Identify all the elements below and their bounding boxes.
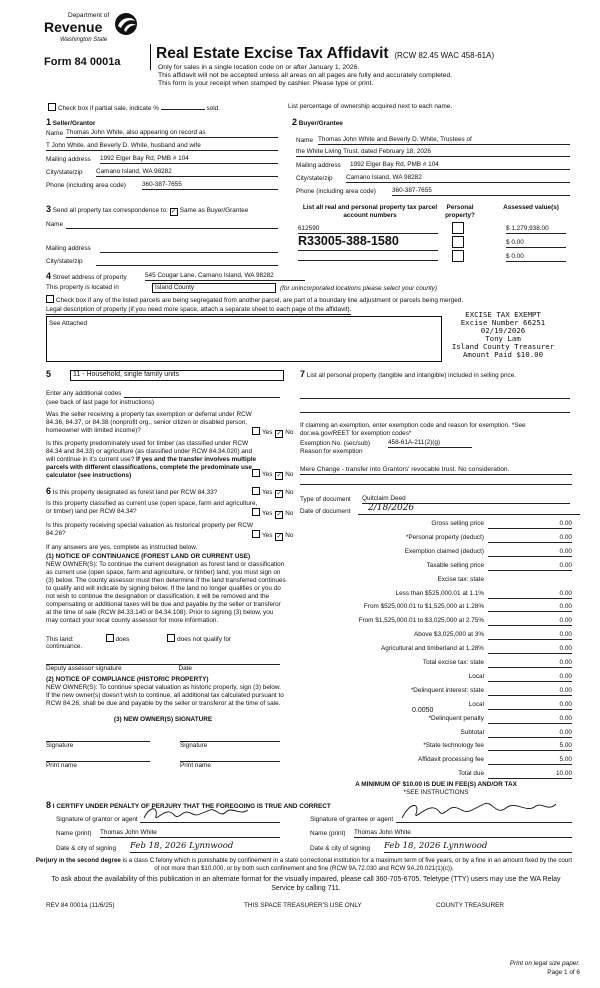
buyer-mailing[interactable]: 1992 Elger Bay Rd, PMB # 104 [350,161,570,170]
grantor-date-city[interactable]: Feb 18, 2026 Lynnwood [130,841,280,853]
new-owner-print-1[interactable]: Print name [46,761,150,770]
fee-label: Gross selling price [431,520,484,527]
fee-value[interactable]: 0.00 [488,617,572,626]
exemption-no-label: Exemption No. (sec/sub) [300,440,370,447]
seller-city[interactable]: Camano Island, WA 98282 [96,168,278,177]
fee-row [300,673,572,684]
corr-mailing-label: Mailing address [46,245,91,252]
fee-value[interactable]: 0.00 [488,520,572,529]
county-treasurer-label: COUNTY TREASURER [436,902,504,909]
exemption-reason[interactable]: Mere Change - transfer into Grantors' revocable trust. No consideration. [300,466,572,475]
historic-yes-checkbox[interactable] [252,530,260,538]
county-select[interactable]: Island County [152,283,276,293]
exemption-reason-line2[interactable] [300,482,572,485]
does-checkbox[interactable] [106,634,114,642]
fee-row [300,520,572,531]
grantee-signature[interactable] [396,812,572,823]
fee-value[interactable]: 0.00 [488,562,572,571]
personal-property-checkbox-3[interactable] [452,250,464,262]
grantor-date-label: Date & city of signing [56,845,117,852]
header-note-2: This affidavit will not be accepted unless all areas on all pages are fully and accurately completed. [158,72,453,79]
perjury-notice: Perjury in the second degree is a class C felony which is punishable by confinement in a state correctional institution for a maximum term of five years, or by a fine in an amount fixed by the court of not more than $10,000, or by both such confinement and fine (RCW 9A.72.030 and RCW 9A.20.021(1)(c)). [35,857,573,872]
stamp-line-4: Tony Lam [485,333,521,343]
unincorporated-note: (for unincorporated locations please select your county) [280,285,438,292]
corr-name[interactable] [66,226,278,229]
same-as-buyer-checkbox[interactable]: ✓ [171,209,177,215]
form-title-row [156,44,494,63]
legal-description-box[interactable] [46,316,442,362]
segregated-row: Check box if any of the listed parcels are being segregated from another parcel, are part of a boundary line adjustment or parcels being merged. [46,295,463,305]
fee-row [300,742,572,753]
doc-type[interactable]: Quitclaim Deed [362,495,570,504]
historic-question: Is this property receiving special valuation as historical property per RCW 84.26? [46,522,254,537]
fee-row [300,603,572,614]
compliance-text: NEW OWNER(S): To continue special valuation as historic property, sign (3) below. If the new owner(s) doesn't wish to continue, all additional tax calculated pursuant to RCW 84.26, shall be due and payable by the seller or transferor at the time of sale. [46,684,284,707]
new-owner-signature-1[interactable]: Signature [46,741,150,750]
fee-row [300,548,572,559]
segregated-checkbox[interactable] [46,295,54,303]
fee-row [300,562,572,573]
page-number: Page 1 of 6 [547,969,580,976]
forest-yes-no: Yes ✓ No [252,487,293,498]
stamp-line-1: EXCISE TAX EXEMPT [465,310,541,319]
fee-value[interactable]: 0.00 [488,687,572,696]
correspondence-row: 3 Send all property tax correspondence to: ✓ Same as Buyer/Grantee [46,204,249,215]
fee-label: Agricultural and timberland at 1.28% [380,645,484,653]
fee-row [300,729,572,740]
seller-name-label: Name [46,130,64,137]
grantor-signature[interactable] [140,812,280,823]
fee-value[interactable]: 5.00 [488,756,572,765]
fee-label: Subtotal [460,728,484,736]
buyer-phone-label: Phone (including area code) [296,188,376,195]
header-note-3: This form is your receipt when stamped by cashier. Please type or print. [158,80,374,87]
form-title: Real Estate Excise Tax Affidavit [156,45,389,62]
fee-value[interactable]: 0.00 [488,659,572,668]
fee-label: Total due [458,770,484,778]
revision-label: REV 84 0001a (11/6/25) [46,902,115,909]
personal-property-checkbox-2[interactable] [452,236,464,248]
forest-question: 6 Is this property designated as forest land per RCW 84.33? [46,486,218,496]
located-in-label: This property is located in [46,284,119,291]
parcel-number-2[interactable]: R33005-388-1580 [298,234,438,251]
assessed-value-header: Assessed value(s) [503,204,559,211]
fee-row [300,534,572,545]
treasurer-use-label: THIS SPACE TREASURER'S USE ONLY [244,902,362,909]
fee-label: From $1,525,000.01 to $3,025,000 at 2.75% [358,617,484,625]
corr-city-label: City/state/zip [46,258,83,265]
additional-codes-input[interactable] [124,395,280,398]
fee-value[interactable]: 0.00 [488,534,572,543]
logo-state: Washington State [60,37,108,43]
fee-row [300,631,572,642]
fee-label: Local [468,700,484,708]
fee-label: Local [468,672,484,680]
personal-property-input-2[interactable] [300,410,570,413]
fee-row [300,645,572,656]
partial-sale-percent[interactable] [161,103,205,110]
seller-heading: 1 Seller/Grantor [46,117,96,127]
fee-row [300,576,572,587]
personal-property-header: Personal property? [445,204,475,219]
buyer-phone[interactable]: 360-387-7655 [392,187,570,196]
grantor-name-label: Name (print) [56,830,92,837]
fee-label: *Delinquent penalty [428,714,484,722]
exemption-claim-note: If claiming an exemption, enter exemption code and reason for exemption. *See dor.wa.gov/REET for exemption codes* [300,422,526,437]
grantee-signature-label: Signature of grantee or agent [310,816,394,823]
does-not-checkbox[interactable] [167,634,175,642]
exemption-number[interactable]: 458-61A-211(2)(g) [388,439,472,448]
stamp-line-5: Island County Treasurer [451,341,555,351]
buyer-heading: 2 Buyer/Grantee [292,117,343,127]
grantee-signature-scribble [396,800,572,822]
forest-no-checkbox[interactable]: ✓ [276,490,282,497]
fee-label: Taxable selling price [426,561,484,569]
accessibility-notice: To ask about the availability of this publication in an alternate format for the visually impaired, please call 360-705-6705. Teletype (TTY) users may use the WA Relay Service by calling 711. [51,876,561,892]
seller-city-label: City/state/zip [46,169,83,176]
additional-codes-label: Enter any additional codes [46,390,122,397]
form-number: Form 84 0001a [44,56,121,68]
fee-value[interactable]: 0.00 [488,673,572,682]
fee-label: Total excise tax: state [422,659,484,666]
treasurer-stamp [438,311,568,359]
continuance-text: NEW OWNER(S): To continue the current designation as forest land or classification as current use (open space, farm and agriculture, or timber) land, you must sign on (3) below. The county assessor must then determine if the land transferred continues to qualify and will indicate by signing below. If the land no longer qualifies or you do not wish to continue the designation or classification, it will be removed and the compensating or additional taxes will be due and payable by the seller or transferor at the time of sale (RCW 84.33.140 or 84.34.108). Prior to signing (3) below, you may contact your local county assessor for more information. [46,561,286,624]
fee-label: Less than $525,000.01 at 1.1% [395,589,484,597]
fee-row [300,701,572,712]
fee-value[interactable]: 0.00 [488,729,572,738]
corr-name-label: Name [46,221,64,228]
seller-mailing[interactable]: 1992 Elger Bay Rd, PMB # 104 [100,155,278,164]
see-instructions-note: *SEE INSTRUCTIONS [403,789,469,796]
revenue-swirl-icon [112,12,140,36]
if-yes-note: If any answers are yes, complete as instructed below. [46,544,198,551]
fee-label: Above $3,025,000 at 3% [414,631,484,639]
new-owner-signature-2[interactable]: Signature [180,741,280,750]
grantor-signature-scribble [140,806,280,822]
section5-heading: 5 [46,369,52,379]
ownership-note: List percentage of ownership acquired next to each name. [288,103,453,110]
minimum-due-note: A MINIMUM OF $10.00 IS DUE IN FEE(S) AND/OR TAX [355,781,517,788]
this-land-row: This land: does does not qualify for [46,636,232,643]
parcel-number-3[interactable] [298,258,438,261]
legal-description-label: Legal description of property (if you need more space, attach a separate sheet to each page of the affidavit). [46,306,352,313]
header-divider [150,44,151,70]
timber-yes-no: Yes ✓ No [252,469,293,480]
dor-logo [44,10,144,52]
see-back-note: (see back of last page for instructions) [46,399,154,406]
fee-value[interactable]: 0.00 [488,645,572,654]
reason-label: Reason for exemption [300,448,363,455]
assessed-value-3[interactable]: $ 0.00 [506,253,566,262]
legal-paper-note: Print on legal size paper. [509,960,580,967]
assessed-value-2[interactable]: $ 0.00 [506,239,566,248]
exemption-no-checkbox[interactable]: ✓ [276,430,282,437]
fee-value[interactable]: 0.00 [488,603,572,612]
stamp-line-2: Excise Number 66251 [460,317,546,327]
doc-date-label: Date of document [300,508,351,515]
historic-no-checkbox[interactable]: ✓ [276,533,282,540]
stamp-line-6: Amount Paid $10.00 [462,349,544,359]
fee-label: Affidavit processing fee [418,756,484,764]
partial-sale-checkbox[interactable] [48,103,56,111]
corr-mailing[interactable] [100,250,278,253]
current-use-question: Is this property classified as current use (open space, farm and agriculture, or timber) land per RCW 84.34? [46,500,258,515]
grantee-date-city[interactable]: Feb 18, 2026 Lynnwood [384,841,572,853]
exemption-question: Was the seller receiving a property tax exemption or deferral under RCW 84.36, 84.37, or 84.38 (nonprofit org., senior citizen or disabled person, homeowner with limited income)? [46,411,252,434]
fee-label: *Delinquent interest: state [410,686,484,694]
grantor-signature-label: Signature of grantor or agent [56,816,138,823]
buyer-name-label: Name [296,137,314,144]
stamp-line-3: 02/19/2026 [480,325,526,335]
fee-label: Excise tax: state [437,575,484,583]
buyer-city-label: City/state/zip [296,175,333,182]
fee-label: *State technology fee [423,742,484,750]
seller-name-line1[interactable]: Thomas John White, also appearing on record as [66,129,278,138]
fee-row [300,617,572,628]
fee-row [300,715,572,726]
fee-value[interactable]: 5.00 [488,742,572,751]
fee-label: Exemption claimed (deduct) [404,547,484,555]
current-use-no-checkbox[interactable]: ✓ [276,511,282,518]
deputy-signature-line[interactable]: Deputy assessor signature Date [46,664,280,673]
partial-sale-row [48,103,220,113]
logo-revenue: Revenue [44,19,103,35]
partial-sale-label: Check box if partial sale, indicate % [58,105,159,112]
local-rate: 0.0050 [412,707,434,714]
fee-value[interactable]: 0.00 [488,590,572,599]
land-use-code[interactable]: 11 - Household, single family units [70,370,284,381]
fee-value[interactable]: 10.00 [488,770,572,779]
compliance-title: (2) NOTICE OF COMPLIANCE (HISTORIC PROPERTY) [46,676,209,683]
timber-no-checkbox[interactable]: ✓ [276,472,282,479]
certify-row: 8 I CERTIFY UNDER PENALTY OF PERJURY THAT THE FOREGOING IS TRUE AND CORRECT [46,800,331,810]
buyer-name-line2[interactable]: the White Living Trust, dated February 18, 2026 [296,148,570,157]
fee-row [300,590,572,601]
street-row: 4 Street address of property [46,271,127,281]
seller-phone-label: Phone (including area code) [46,182,126,189]
partial-sale-sold: sold. [206,105,220,112]
continuance-word: continuance. [46,643,83,650]
parcel-number-1[interactable]: 612590 [298,225,438,234]
personal-property-input[interactable] [300,396,570,399]
grantee-date-label: Date & city of signing [310,845,371,852]
fee-value[interactable]: 0.00 [488,701,572,710]
header-note-1: Only for sales in a single location code on or after January 1, 2026. [158,64,360,71]
seller-mailing-label: Mailing address [46,156,91,163]
fee-row [300,756,572,767]
buyer-name-line1[interactable]: Thomas John White and Beverly D. White, Trustees of [318,136,570,145]
fee-row [300,770,572,781]
legal-description-value: See Attached [49,320,88,327]
fee-label: From $525,000.01 to $1,525,000 at 1.28% [363,603,484,611]
assessed-value-1[interactable]: $ 1,279,938.00 [506,225,566,234]
doc-date[interactable]: 2/18/2026 [358,503,580,515]
personal-property-checkbox-1[interactable] [452,222,464,234]
property-street[interactable]: 545 Cougar Lane, Camano Island, WA 98282 [145,272,305,281]
forest-yes-checkbox[interactable] [252,487,260,495]
grantee-name[interactable]: Thomas John White [354,829,572,838]
exemption-yes-no: Yes ✓ No [252,427,293,438]
current-use-yes-no: Yes ✓ No [252,508,293,519]
continuance-title: (1) NOTICE OF CONTINUANCE (FOREST LAND OR CURRENT USE) [46,553,251,560]
corr-city[interactable] [96,263,278,266]
grantor-name[interactable]: Thomas John White [100,829,280,838]
current-use-yes-checkbox[interactable] [252,508,260,516]
timber-yes-checkbox[interactable] [252,469,260,477]
personal-property-row: 7 List all personal property (tangible and intangible) included in selling price. [300,369,517,379]
historic-yes-no: Yes ✓ No [252,530,293,541]
fee-value[interactable]: 0.00 [488,715,572,724]
timber-question: Is this property predominately used for timber (as classified under RCW 84.34 and 84.33) or agriculture (as classified under RCW 84.34.020) and will continue in it's current use? If yes and the transfer involves multiple parcels with different classifications, complete the predominate use calculator (see instructions) [46,440,257,479]
exemption-yes-checkbox[interactable] [252,427,260,435]
form-statute: (RCW 82.45 WAC 458-61A) [394,51,495,60]
seller-name-line2[interactable]: T John White, and Beverly D. White, husband and wife [46,142,278,151]
grantee-name-label: Name (print) [310,830,346,837]
fee-value[interactable]: 0.00 [488,631,572,640]
fee-row [300,659,572,670]
buyer-mailing-label: Mailing address [296,162,341,169]
fee-value[interactable]: 0.00 [488,548,572,557]
new-owner-print-2[interactable]: Print name [180,761,280,770]
new-owner-signature-title: (3) NEW OWNER(S) SIGNATURE [113,716,213,723]
doc-type-label: Type of document [300,496,351,503]
fee-row [300,687,572,698]
logo-dept-line: Department of [68,12,110,19]
buyer-city[interactable]: Camano Island, WA 98282 [346,174,570,183]
seller-phone[interactable]: 360-387-7655 [142,181,278,190]
parcel-list-header: List all real and personal property tax parcel account numbers [302,204,438,219]
fee-label: *Personal property (deduct) [405,533,484,541]
